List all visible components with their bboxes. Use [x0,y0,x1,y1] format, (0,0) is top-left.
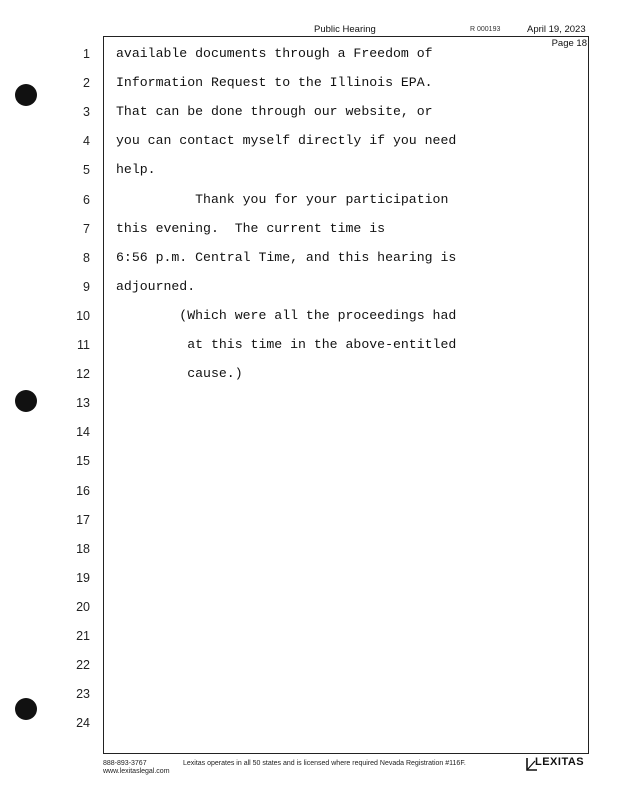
lexitas-logo: LEXITAS [535,756,585,768]
line-number: 15 [76,454,90,469]
line-number: 6 [83,192,90,207]
line-number: 14 [76,425,90,440]
hearing-date: April 19, 2023 [527,24,586,35]
line-number: 3 [83,105,90,120]
line-text: cause.) [116,366,243,382]
line-number: 16 [76,483,90,498]
punch-hole-middle [15,390,37,412]
line-number: 12 [76,367,90,382]
line-text: Information Request to the Illinois EPA. [116,75,433,91]
line-number: 18 [76,541,90,556]
line-number: 5 [83,163,90,178]
footer-phone: 888-893-3767 [103,760,147,767]
line-text: adjourned. [116,278,196,294]
line-text: at this time in the above-entitled [116,337,457,352]
line-number: 19 [76,570,90,585]
footer-notice: Lexitas operates in all 50 states and is licensed where required Nevada Registration #116F. [183,760,466,767]
punch-hole-bottom [15,698,37,720]
line-number: 8 [83,250,90,265]
line-text: you can contact myself directly if you need [116,133,457,149]
line-text: Thank you for your participation [116,191,449,207]
line-text: That can be done through our website, or [116,104,433,120]
line-number: 23 [76,687,90,702]
page-number: Page 18 [551,38,587,49]
line-number: 10 [76,308,90,323]
line-number: 24 [76,716,90,731]
line-number: 7 [83,221,90,236]
line-number: 22 [76,658,90,673]
line-text: this evening. The current time is [116,220,386,236]
footer-website: www.lexitaslegal.com [103,768,170,775]
line-number: 11 [77,338,90,352]
line-number: 1 [83,47,90,61]
bates-number: R 000193 [470,26,501,33]
line-number: 2 [83,76,90,91]
line-text: help. [116,162,156,178]
line-number: 21 [76,629,90,643]
document-title: Public Hearing [314,24,376,35]
line-text: available documents through a Freedom of [116,46,433,61]
line-text: (Which were all the proceedings had [116,307,457,323]
line-number: 20 [76,599,90,614]
punch-hole-top [15,84,37,106]
line-number: 17 [76,512,90,527]
line-number: 13 [76,396,90,411]
line-number: 9 [83,279,90,294]
line-number: 4 [83,134,90,149]
line-text: 6:56 p.m. Central Time, and this hearing is [116,249,457,265]
